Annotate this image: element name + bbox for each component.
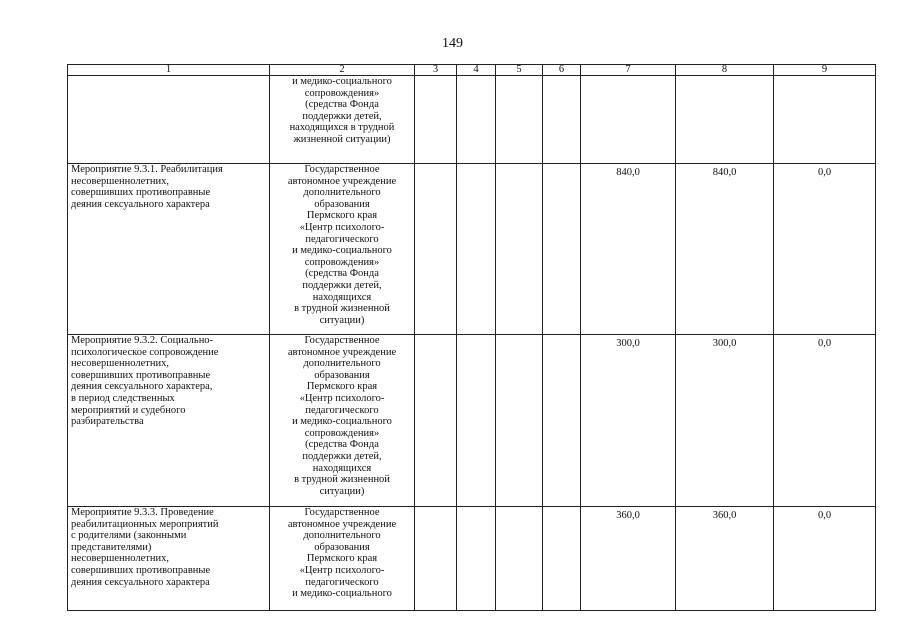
header-row	[68, 65, 876, 76]
event-cell-wrap	[68, 507, 270, 611]
value-cell-8	[676, 76, 774, 164]
executor-cell: и медико-социального сопровождения» (средства Фонда поддержки детей, находящихся в трудной жизненной ситуации)	[270, 76, 415, 164]
empty-cell	[457, 507, 496, 611]
value-cell-8: 840,0	[676, 164, 774, 335]
column-header-2: 2	[270, 65, 415, 76]
page-number: 149	[442, 36, 463, 51]
value-cell-8: 300,0	[676, 335, 774, 507]
column-header-8: 8	[676, 65, 774, 76]
value-cell-7: 840,0	[581, 164, 676, 335]
executor-cell: Государственное автономное учреждение дополнительного образования Пермского края «Центр психолого- педагогического и медико-социального сопровождения» (средства Фонда поддержки детей, находящихся в трудной жизненной ситуации)	[270, 335, 415, 507]
table-row	[68, 507, 876, 611]
table-row	[68, 335, 876, 507]
column-header-4: 4	[457, 65, 496, 76]
value-cell-7: 360,0	[581, 507, 676, 611]
value-cell-9: 0,0	[774, 507, 876, 611]
table-row	[68, 164, 876, 335]
value-cell-9: 0,0	[774, 164, 876, 335]
value-cell-9	[774, 76, 876, 164]
column-header-3: 3	[415, 65, 457, 76]
program-table	[67, 64, 876, 611]
executor-cell-wrap	[270, 507, 415, 611]
column-header-6: 6	[543, 65, 581, 76]
value-cell-7: 300,0	[581, 335, 676, 507]
empty-cell	[457, 76, 496, 164]
value-cell-9: 0,0	[774, 335, 876, 507]
value-cell-8: 360,0	[676, 507, 774, 611]
event-cell: Мероприятие 9.3.3. Проведение реабилитационных мероприятий с родителями (законными представителями) несовершеннолетних, совершивших противоправные деяния сексуального характера	[71, 507, 219, 588]
empty-cell	[496, 76, 543, 164]
empty-cell	[457, 164, 496, 335]
event-cell: Мероприятие 9.3.2. Социально- психологическое сопровождение несовершеннолетних, совершивших противоправные деяния сексуального характера, в период следственных мероприятий и судебного разбирательства	[68, 335, 270, 507]
empty-cell	[543, 76, 581, 164]
empty-cell	[543, 335, 581, 507]
executor-cell: Государственное автономное учреждение дополнительного образования Пермского края «Центр психолого- педагогического и медико-социального сопровождения» (средства Фонда поддержки детей, находящихся в трудной жизненной ситуации)	[270, 164, 415, 335]
empty-cell	[415, 507, 457, 611]
executor-cell: Государственное автономное учреждение дополнительного образования Пермского края «Центр психолого- педагогического и медико-социального	[287, 507, 397, 600]
empty-cell	[496, 507, 543, 611]
empty-cell	[496, 335, 543, 507]
empty-cell	[543, 507, 581, 611]
event-cell: Мероприятие 9.3.1. Реабилитация несовершеннолетних, совершивших противоправные деяния сексуального характера	[68, 164, 270, 335]
empty-cell	[457, 335, 496, 507]
empty-cell	[415, 164, 457, 335]
empty-cell	[415, 76, 457, 164]
column-header-7: 7	[581, 65, 676, 76]
column-header-1: 1	[68, 65, 270, 76]
empty-cell	[543, 164, 581, 335]
empty-cell	[496, 164, 543, 335]
table-row	[68, 76, 876, 164]
empty-cell	[415, 335, 457, 507]
event-cell	[68, 76, 270, 164]
column-header-5: 5	[496, 65, 543, 76]
value-cell-7	[581, 76, 676, 164]
column-header-9: 9	[774, 65, 876, 76]
